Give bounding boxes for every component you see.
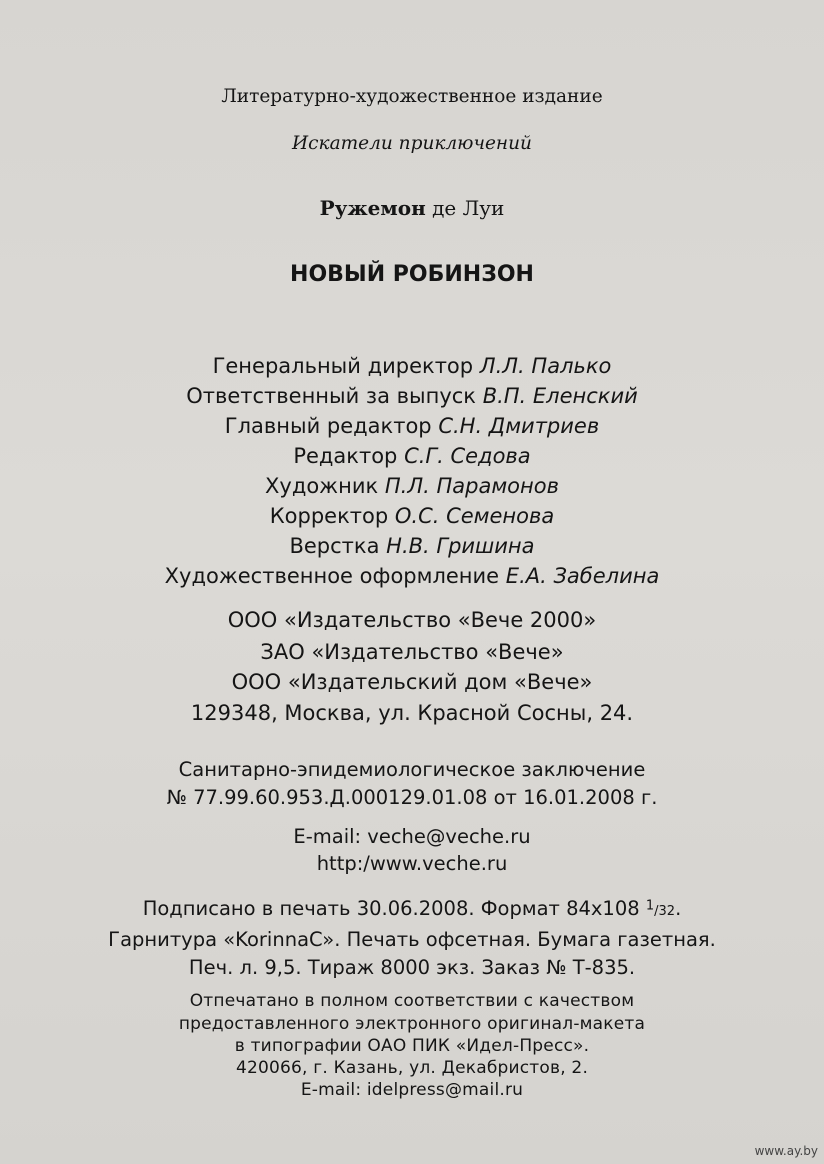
publisher-line: ООО «Издательство «Вече 2000» — [227, 608, 597, 632]
credit-line: Художественное оформление Е.А. Забелина — [164, 564, 660, 588]
print-line-3: Печ. л. 9,5. Тираж 8000 экз. Заказ № Т-835. — [188, 956, 636, 979]
credit-line: Верстка Н.В. Гришина — [289, 534, 535, 558]
book-title: НОВЫЙ РОБИНЗОН — [290, 262, 534, 287]
author — [0, 196, 824, 220]
credit-line: Художник П.Л. Парамонов — [265, 474, 559, 498]
credit-line: Главный редактор С.Н. Дмитриев — [224, 414, 600, 438]
printer-line: в типографии ОАО ПИК «Идел-Пресс». — [234, 1036, 590, 1056]
contact-email: E-mail: veche@veche.ru — [293, 825, 531, 848]
format-fraction: $^1$/32 — [645, 898, 676, 919]
watermark: www.ay.by — [754, 1144, 818, 1158]
publisher-line: ЗАО «Издательство «Вече» — [260, 640, 564, 664]
edition-type: Литературно-художественное издание — [221, 86, 603, 107]
print-line-2: Гарнитура «KorinnaC». Печать офсетная. Бумага газетная. — [108, 928, 716, 951]
printer-line: 420066, г. Казань, ул. Декабристов, 2. — [235, 1058, 589, 1078]
credit-line: Генеральный директор Л.Л. Палько — [212, 354, 612, 378]
credit-line: Корректор О.С. Семенова — [269, 504, 555, 528]
printer-line: Отпечатано в полном соответствии с качеством — [189, 991, 635, 1011]
author-rest: де Луи — [432, 196, 505, 220]
credit-line: Ответственный за выпуск В.П. Еленский — [186, 384, 638, 408]
series-name: Искатели приключений — [292, 133, 532, 154]
print-line-1: Подписано в печать 30.06.2008. Формат 84х108 $^1$/32. — [142, 897, 682, 920]
printer-line: предоставленного электронного оригинал-макета — [178, 1014, 646, 1034]
credit-line: Редактор С.Г. Седова — [293, 444, 531, 468]
sanitary-line-2: № 77.99.60.953.Д.000129.01.08 от 16.01.2008 г. — [166, 786, 658, 809]
publisher-line: ООО «Издательский дом «Вече» — [231, 670, 593, 694]
printer-email: E-mail: idelpress@mail.ru — [300, 1080, 524, 1100]
publisher-address: 129348, Москва, ул. Красной Сосны, 24. — [190, 701, 634, 725]
sanitary-line-1: Санитарно-эпидемиологическое заключение — [178, 758, 646, 781]
contact-web: http:/www.veche.ru — [316, 852, 508, 875]
author-surname: Ружемон — [319, 196, 426, 220]
